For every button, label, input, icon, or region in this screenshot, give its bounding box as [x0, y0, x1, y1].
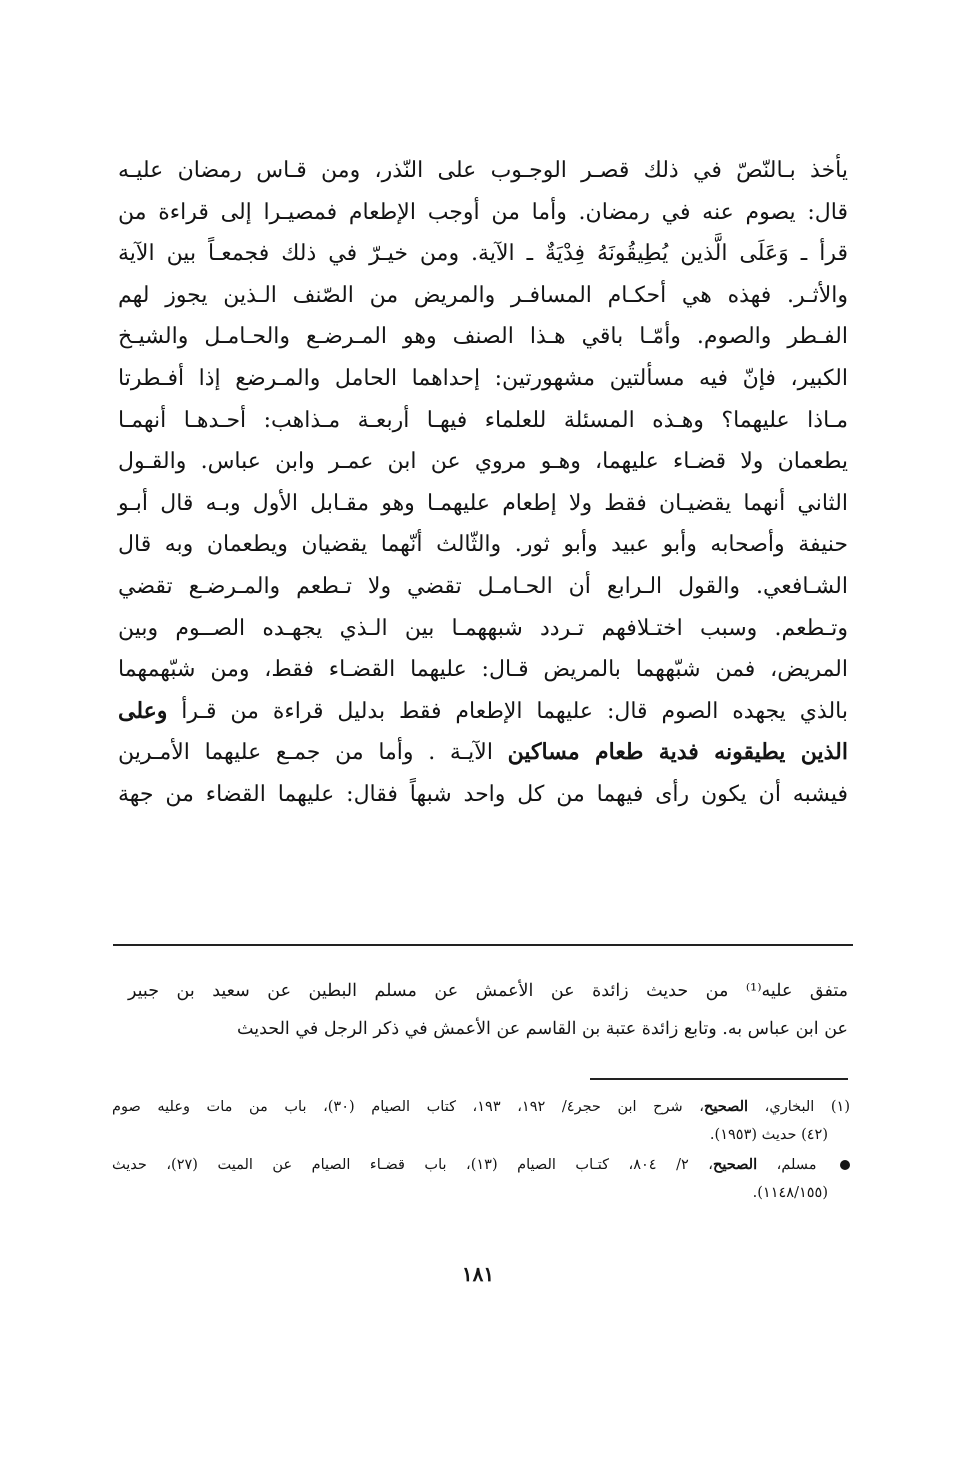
text-line: الكبير، فإنّ فيه مسألتين مشهورتين: إحداهما الحامل والمـرضع إذا أفـطرتا [118, 365, 848, 391]
footnote-1-source: (١) البخاري، [748, 1099, 851, 1115]
footnote-separator-rule [113, 944, 853, 946]
footnote-2-reference: ، ٢/ ٨٠٤، كتـاب الصيام (١٣)، باب قضـاء الصيام عن الميت (٢٧)، حديث [112, 1157, 713, 1173]
verse-emphasis: وعلى [118, 697, 168, 724]
footnote-1-continuation: (٤٢) حديث (١٩٥٣). [709, 1127, 828, 1143]
text-line: الشـافعي. والقول الـرابع أن الحـامـل تقضي ولا تـطعم والمـرضـع تقضي [118, 573, 848, 599]
verse-emphasis: الذين يطيقونه فدية طعام مساكين [507, 739, 848, 766]
text-line: الفـطر والصوم. وأمّـا باقي هـذا الصنف وهو المـرضـع والحـامـل والشيـخ [118, 324, 848, 350]
footnote-2-continuation: (١١٤٨/١٥٥). [752, 1185, 828, 1201]
text-line: يطعمان ولا قضـاء عليهما، وهـو مروي عن ابن عمـر وابن عباس. والقـول [118, 449, 848, 475]
footnote-1 [112, 1092, 850, 1121]
footnote-2 [112, 1150, 850, 1179]
hadith-note-line: متفق عليه⁽¹⁾ من حديث زائدة عن الأعمش عن مسلم البطين عن سعيد بن جبير [128, 981, 848, 1001]
text-line: المريض، فمن شبّههما بالمريض قـال: عليهما القضـاء فقط، ومن شبّهمهما [118, 657, 848, 683]
hadith-note [128, 972, 848, 1048]
main-text-block [118, 150, 848, 816]
text-line: مـاذا عليهما؟ وهـذه المسئلة للعلماء فيهـا أربعـة مـذاهب: أحـدهـا أنهمـا [118, 407, 848, 433]
text-line: الذين يطيقونه فدية طعام مساكين الآيـة . وأما من جمـع عليهما الأمـرين [118, 739, 848, 766]
short-separator-rule [590, 1078, 848, 1080]
text-line: يأخذ بـالنّصّ في ذلك قصـر الوجـوب على النّذر، ومن قـاس رمضان عليـه [118, 158, 848, 183]
text-line: والأثـر. فهذه هي أحكـام المسافـر والمريض من الصّنف الـذين يجوز لهم [118, 282, 848, 308]
text-line: بالذي يجهده الصوم قال: عليهما الإطعام فقط بدليل قراءة من قـرأ وعلى [118, 697, 848, 724]
text-line: قرأ ـ وَعَلَى الَّذين يُطِيقُونَهُ فِدْيَةٌ ـ الآية. ومن خيـرّ في ذلك فجمعـاً بين الآية [118, 241, 848, 267]
hadith-note-line: عن ابن عباس به. وتابع زائدة عتبة بن القاسم عن الأعمش في ذكر الرجل في الحديث [237, 1019, 848, 1039]
text-line: قال: يصوم عنه في رمضان. وأما من أوجب الإطعام فمصيـرا إلى قراءة من [118, 199, 848, 225]
footnote-1-book-title: الصحيح [703, 1098, 749, 1115]
text-line: الثاني أنهما يقضيـان فقط ولا إطعام عليهمـا وهو مقـابل الأول وبـه قال أبـو [118, 490, 848, 516]
text-line: حنيفة وأصحابه وأبو عبيد وأبو ثور. والثّالث أنّهما يقضيان ويطعمان وبه قال [118, 532, 848, 558]
footnote-1-reference: ، شرح ابن حجر٤/ ١٩٢، ١٩٣، كتاب الصيام (٣٠)، باب من مات وعليه صوم [112, 1099, 704, 1115]
page-number: ١٨١ [461, 1262, 495, 1286]
footnotes [112, 1092, 850, 1208]
text-line: فيشبه أن يكون رأى فيهما من كل واحد شبهاً فقال: عليهما القضاء من جهة [118, 781, 848, 807]
footnote-2-source: مسلم، [757, 1157, 836, 1173]
footnote-2-book-title: الصحيح [713, 1156, 758, 1173]
text-line: وتـطعم. وسبب اختـلافهم تـردد شبههمـا بين الـذي يجهـده الصــوم وبين [118, 615, 848, 641]
bullet-icon [840, 1160, 850, 1170]
